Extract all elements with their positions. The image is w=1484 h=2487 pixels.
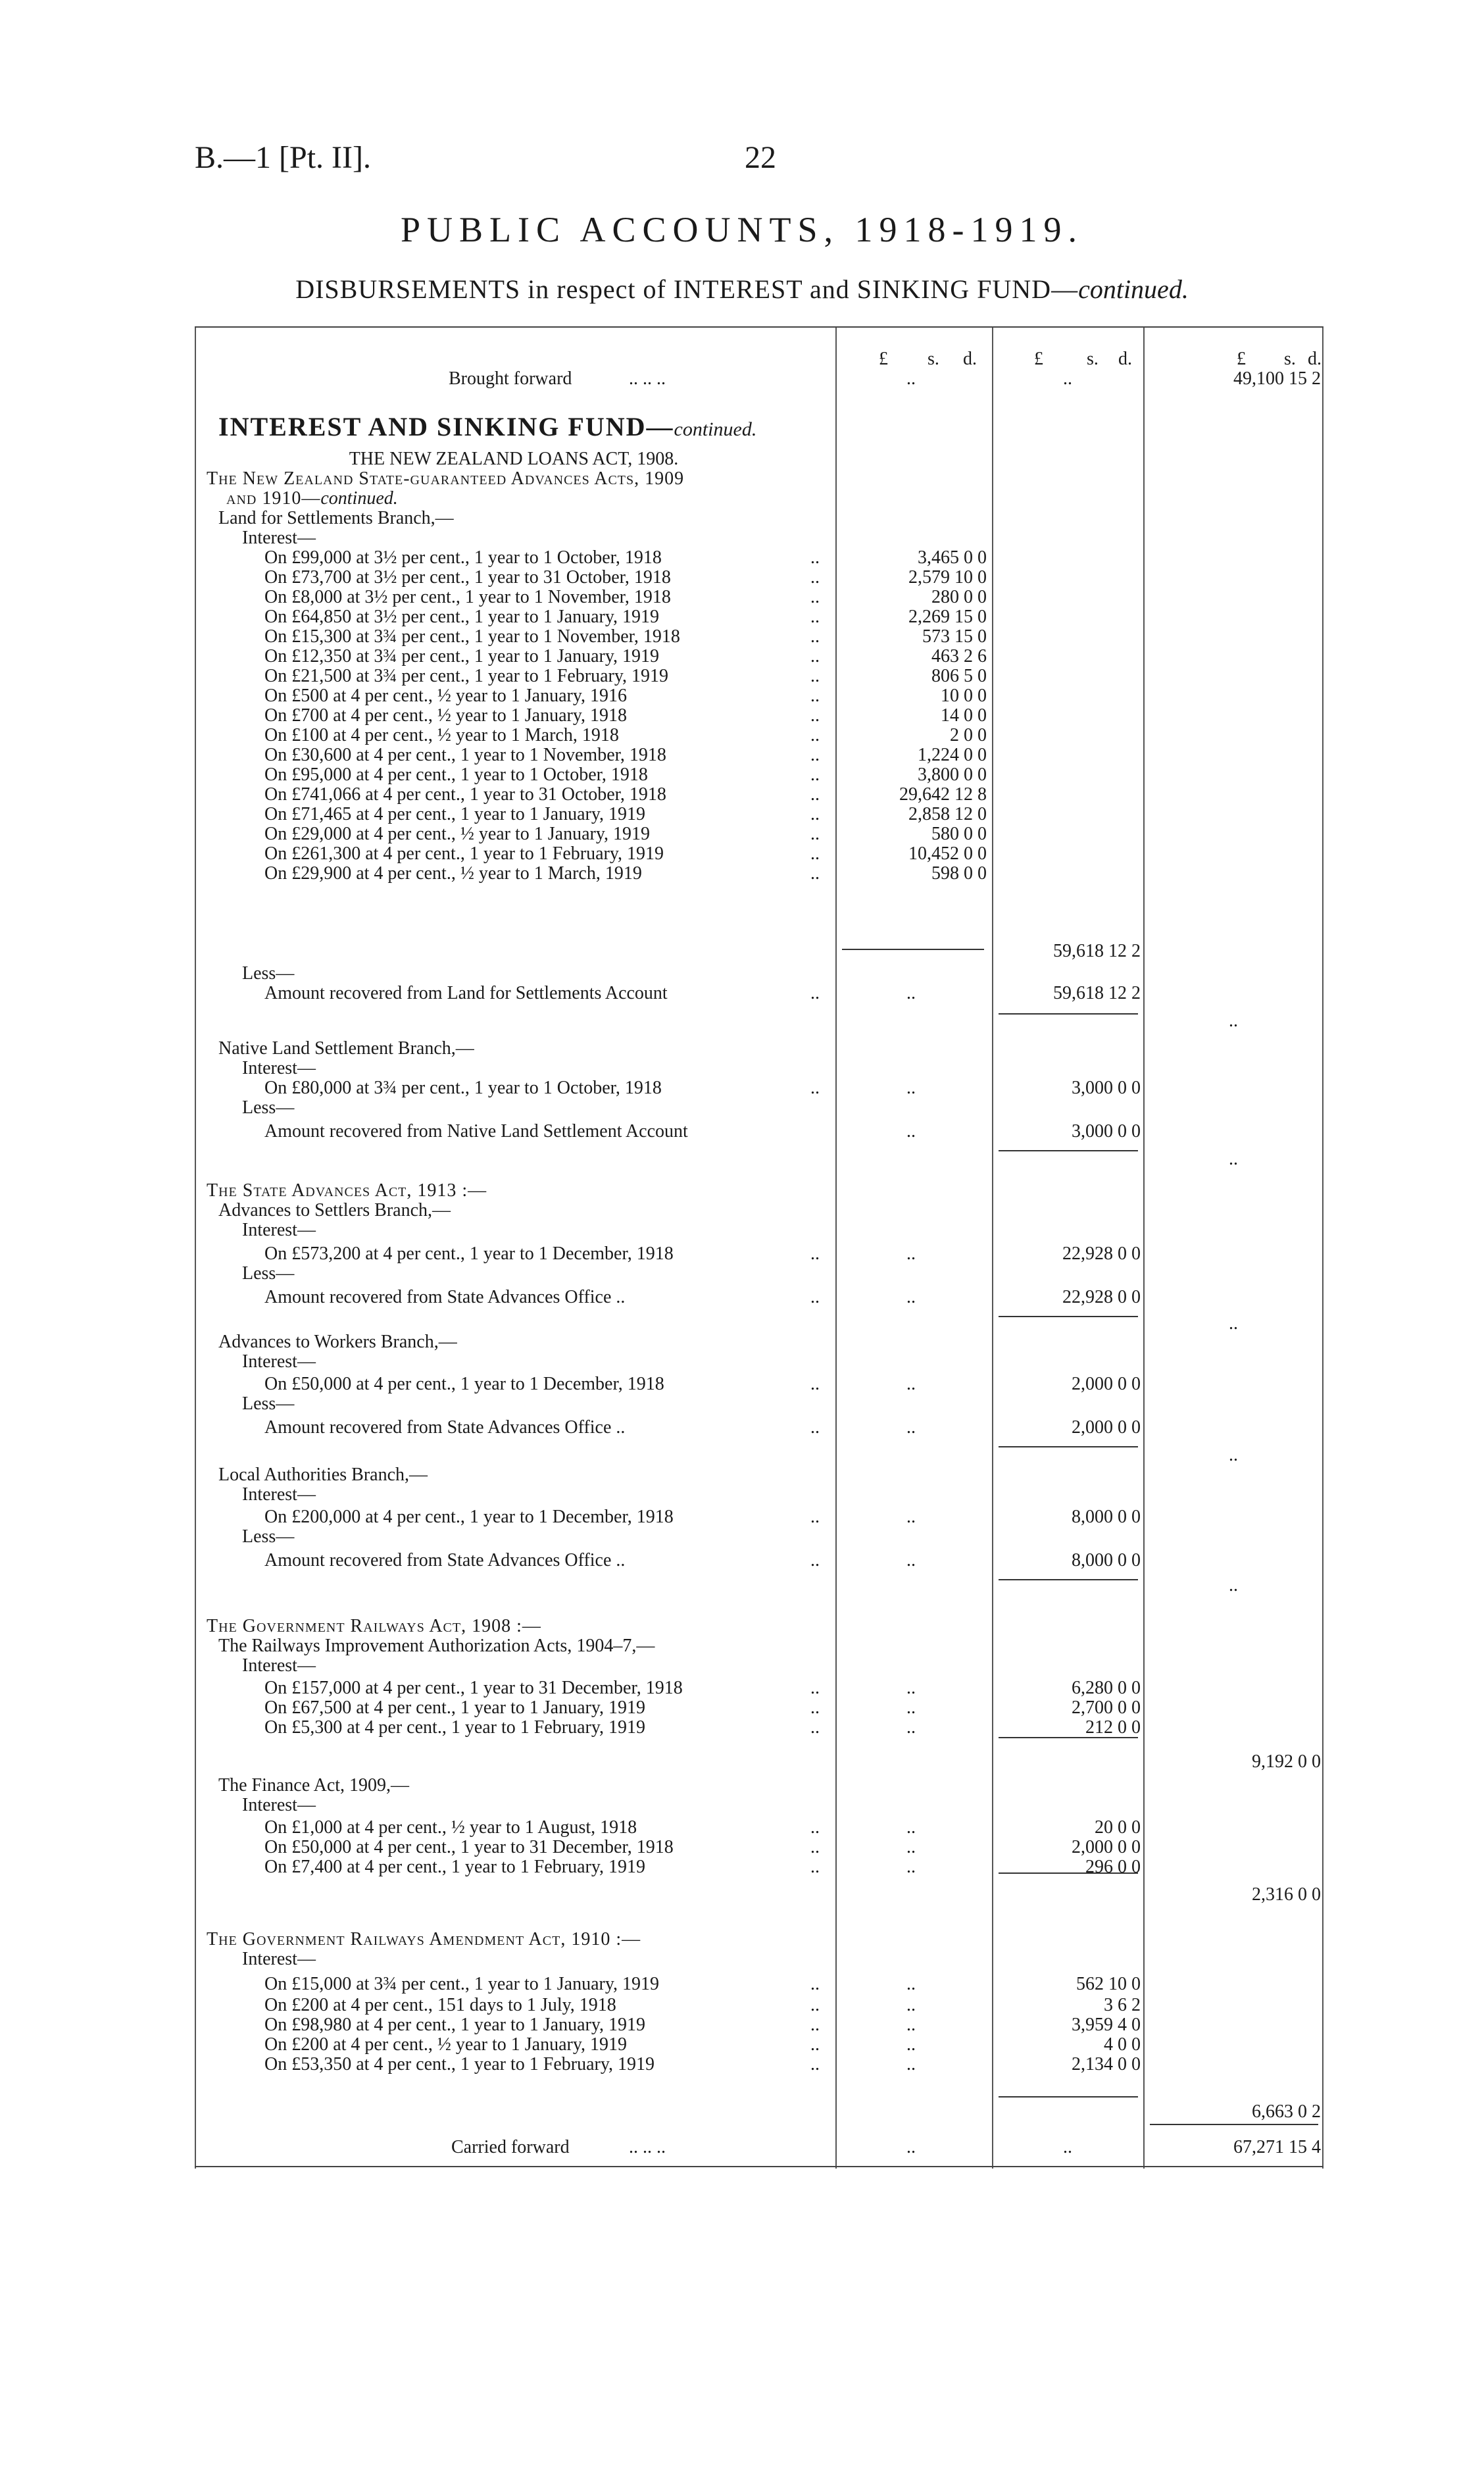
- native-row-col1: ..: [906, 1078, 916, 1098]
- row-dots: ..: [810, 587, 820, 607]
- page-number: 22: [745, 140, 776, 175]
- workers-col3-dots: ..: [1229, 1445, 1238, 1465]
- settlers-recovered-col2: 22,928 0 0: [1062, 1287, 1141, 1307]
- row-description: On £29,000 at 4 per cent., ½ year to 1 January, 1919: [264, 824, 651, 844]
- row-description: On £1,000 at 4 per cent., ½ year to 1 August, 1918: [264, 1817, 637, 1838]
- railways-improvement-title: The Railways Improvement Authorization Acts, 1904–7,—: [218, 1636, 655, 1656]
- row-description: On £95,000 at 4 per cent., 1 year to 1 October, 1918: [264, 765, 648, 785]
- row-dots: ..: [810, 843, 820, 864]
- row-description: On £71,465 at 4 per cent., 1 year to 1 January, 1919: [264, 804, 646, 824]
- col2-shillings: s.: [1087, 349, 1099, 369]
- row-description: On £64,850 at 3½ per cent., 1 year to 1 January, 1919: [264, 607, 660, 627]
- carried-forward-col3: 67,271 15 4: [1233, 2137, 1321, 2157]
- brought-forward-dots: .. .. ..: [629, 368, 666, 389]
- row-description: On £15,300 at 3¾ per cent., 1 year to 1 November, 1918: [264, 626, 680, 647]
- row-amount-col2: 3 6 2: [1104, 1995, 1141, 2015]
- row-dots: ..: [810, 2054, 820, 2074]
- row-dots: ..: [810, 765, 820, 785]
- row-description: On £29,900 at 4 per cent., ½ year to 1 March, 1919: [264, 863, 642, 884]
- row-dots: ..: [810, 2015, 820, 2035]
- col1-shillings: s.: [928, 349, 939, 369]
- row-amount-col2: 2,000 0 0: [1072, 1837, 1141, 1857]
- brought-forward-col1: ..: [906, 368, 916, 389]
- native-recovered-label: Amount recovered from Native Land Settlement Account: [264, 1121, 688, 1142]
- row-amount-col1: ..: [906, 1697, 916, 1718]
- row-amount-col1: ..: [906, 1995, 916, 2015]
- row-description: On £5,300 at 4 per cent., 1 year to 1 February, 1919: [264, 1717, 646, 1738]
- land-recovered-label: Amount recovered from Land for Settlements Account: [264, 983, 668, 1003]
- col3-pounds: £: [1237, 349, 1246, 369]
- native-recovered-rule: [999, 1150, 1138, 1151]
- subtitle-continued: continued.: [1078, 274, 1189, 304]
- row-dots: ..: [810, 686, 820, 706]
- state-act-title: The State Advances Act, 1913 :—: [207, 1180, 487, 1201]
- brought-forward-col3: 49,100 15 2: [1233, 368, 1321, 389]
- row-dots: ..: [810, 607, 820, 627]
- row-dots: ..: [810, 1717, 820, 1738]
- row-amount-col1: 14 0 0: [941, 705, 987, 726]
- row-description: On £50,000 at 4 per cent., 1 year to 31 December, 1918: [264, 1837, 674, 1857]
- row-dots: ..: [810, 1817, 820, 1838]
- row-description: On £741,066 at 4 per cent., 1 year to 31 October, 1918: [264, 784, 666, 805]
- row-amount-col1: ..: [906, 1678, 916, 1698]
- act1-subtitle-2b: continued.: [320, 488, 398, 509]
- document-reference: B.—1 [Pt. II].: [195, 140, 371, 175]
- row-dots: ..: [810, 1974, 820, 1994]
- row-dots: ..: [810, 666, 820, 686]
- brought-forward-label: Brought forward: [449, 368, 572, 389]
- row-amount-col1: 580 0 0: [931, 824, 987, 844]
- row-amount-col1: 2,858 12 0: [908, 804, 987, 824]
- table-left-rule: [195, 326, 196, 2169]
- local-recovered-rule: [999, 1579, 1138, 1580]
- section-continued: continued.: [674, 418, 757, 440]
- row-amount-col1: 1,224 0 0: [918, 745, 987, 765]
- column-rule-2: [992, 326, 993, 2169]
- row-amount-col1: ..: [906, 1974, 916, 1994]
- carried-forward-label: Carried forward: [451, 2137, 570, 2157]
- native-row-dots: ..: [810, 1078, 820, 1098]
- workers-recovered-label: Amount recovered from State Advances Office ..: [264, 1417, 626, 1438]
- land-settlements-interest-label: Interest—: [242, 528, 316, 548]
- row-description: On £67,500 at 4 per cent., 1 year to 1 January, 1919: [264, 1697, 646, 1718]
- col3-pence: d.: [1308, 349, 1322, 369]
- row-description: On £261,300 at 4 per cent., 1 year to 1 February, 1919: [264, 843, 664, 864]
- row-dots: ..: [810, 804, 820, 824]
- table-top-rule: [195, 326, 1323, 328]
- settlers-row-dots: ..: [810, 1244, 820, 1264]
- carried-forward-dots: .. .. ..: [629, 2137, 666, 2157]
- row-amount-col1: 573 15 0: [922, 626, 987, 647]
- local-row-dots: ..: [810, 1507, 820, 1527]
- row-dots: ..: [810, 745, 820, 765]
- row-description: On £700 at 4 per cent., ½ year to 1 January, 1918: [264, 705, 628, 726]
- row-dots: ..: [810, 646, 820, 666]
- settlers-branch: Advances to Settlers Branch,—: [218, 1200, 451, 1220]
- row-description: On £200 at 4 per cent., ½ year to 1 January, 1919: [264, 2034, 628, 2055]
- workers-row-text: On £50,000 at 4 per cent., 1 year to 1 December, 1918: [264, 1374, 664, 1394]
- row-amount-col1: 806 5 0: [931, 666, 987, 686]
- local-branch: Local Authorities Branch,—: [218, 1465, 428, 1485]
- col2-pounds: £: [1034, 349, 1043, 369]
- brought-forward-col2: ..: [1063, 368, 1072, 389]
- settlers-recovered-col1: ..: [906, 1287, 916, 1307]
- page-subtitle: [0, 274, 1484, 305]
- native-less-label: Less—: [242, 1097, 295, 1118]
- native-interest-label: Interest—: [242, 1058, 316, 1078]
- row-dots: ..: [810, 784, 820, 805]
- local-less-label: Less—: [242, 1526, 295, 1547]
- row-amount-col1: ..: [906, 2034, 916, 2055]
- row-amount-col2: 2,134 0 0: [1072, 2054, 1141, 2074]
- land-subtotal: 59,618 12 2: [1053, 941, 1141, 961]
- local-recovered-label: Amount recovered from State Advances Office ..: [264, 1550, 626, 1570]
- act1-subtitle-2: [226, 488, 398, 509]
- land-recovered-col2: 59,618 12 2: [1053, 983, 1141, 1003]
- finance-interest-label: Interest—: [242, 1795, 316, 1815]
- row-dots: ..: [810, 1837, 820, 1857]
- row-description: On £99,000 at 3½ per cent., 1 year to 1 October, 1918: [264, 547, 662, 568]
- workers-recovered-dots: ..: [810, 1417, 820, 1438]
- act1-subtitle-2a: and 1910—: [226, 488, 321, 509]
- row-amount-col1: 10,452 0 0: [908, 843, 987, 864]
- row-amount-col1: 280 0 0: [931, 587, 987, 607]
- row-amount-col1: ..: [906, 1857, 916, 1877]
- workers-row-col2: 2,000 0 0: [1072, 1374, 1141, 1394]
- row-amount-col2: 20 0 0: [1095, 1817, 1141, 1838]
- local-row-col2: 8,000 0 0: [1072, 1507, 1141, 1527]
- local-row-col1: ..: [906, 1507, 916, 1527]
- row-description: On £200 at 4 per cent., 151 days to 1 July, 1918: [264, 1995, 616, 2015]
- page-title: PUBLIC ACCOUNTS, 1918-1919.: [400, 210, 1084, 249]
- row-dots: ..: [810, 1995, 820, 2015]
- amendment-total: 6,663 0 2: [1252, 2101, 1321, 2122]
- row-dots: ..: [810, 2034, 820, 2055]
- finance-total: 2,316 0 0: [1252, 1884, 1321, 1905]
- row-dots: ..: [810, 705, 820, 726]
- section-title: INTEREST AND SINKING FUND—: [218, 412, 674, 441]
- row-amount-col1: 2,579 10 0: [908, 567, 987, 588]
- row-amount-col1: 598 0 0: [931, 863, 987, 884]
- local-interest-label: Interest—: [242, 1484, 316, 1505]
- row-amount-col2: 4 0 0: [1104, 2034, 1141, 2055]
- native-col3-dots: ..: [1229, 1149, 1238, 1169]
- native-row-text: On £80,000 at 3¾ per cent., 1 year to 1 October, 1918: [264, 1078, 662, 1098]
- row-dots: ..: [810, 626, 820, 647]
- row-description: On £53,350 at 4 per cent., 1 year to 1 February, 1919: [264, 2054, 655, 2074]
- row-amount-col1: 29,642 12 8: [899, 784, 987, 805]
- act1-title: THE NEW ZEALAND LOANS ACT, 1908.: [349, 449, 679, 469]
- land-settlements-branch: Land for Settlements Branch,—: [218, 508, 454, 528]
- subtitle-main: DISBURSEMENTS in respect of INTEREST and SINKING FUND—: [295, 274, 1079, 304]
- railways-interest-label: Interest—: [242, 1655, 316, 1676]
- native-branch: Native Land Settlement Branch,—: [218, 1038, 474, 1059]
- row-description: On £12,350 at 3¾ per cent., 1 year to 1 January, 1919: [264, 646, 660, 666]
- row-dots: ..: [810, 1697, 820, 1718]
- land-less-label: Less—: [242, 963, 295, 984]
- row-amount-col1: ..: [906, 2054, 916, 2074]
- workers-recovered-col2: 2,000 0 0: [1072, 1417, 1141, 1438]
- row-description: On £157,000 at 4 per cent., 1 year to 31 December, 1918: [264, 1678, 683, 1698]
- row-amount-col1: 3,800 0 0: [918, 765, 987, 785]
- row-description: On £100 at 4 per cent., ½ year to 1 March, 1918: [264, 725, 619, 745]
- settlers-recovered-rule: [999, 1316, 1138, 1317]
- railways-act-title: The Government Railways Act, 1908 :—: [207, 1616, 541, 1636]
- railways-total: 9,192 0 0: [1252, 1751, 1321, 1772]
- row-amount-col1: 3,465 0 0: [918, 547, 987, 568]
- col1-pounds: £: [879, 349, 888, 369]
- workers-interest-label: Interest—: [242, 1351, 316, 1372]
- workers-recovered-rule: [999, 1446, 1138, 1447]
- col3-shillings: s.: [1284, 349, 1296, 369]
- section-heading: [218, 411, 756, 443]
- row-dots: ..: [810, 824, 820, 844]
- native-row-col2: 3,000 0 0: [1072, 1078, 1141, 1098]
- local-row-text: On £200,000 at 4 per cent., 1 year to 1 December, 1918: [264, 1507, 674, 1527]
- finance-act-title: The Finance Act, 1909,—: [218, 1775, 410, 1796]
- land-recovered-col1: ..: [906, 983, 916, 1003]
- local-recovered-col2: 8,000 0 0: [1072, 1550, 1141, 1570]
- row-description: On £73,700 at 3½ per cent., 1 year to 31 October, 1918: [264, 567, 671, 588]
- row-description: On £8,000 at 3½ per cent., 1 year to 1 November, 1918: [264, 587, 671, 607]
- land-subtotal-rule: [842, 949, 984, 950]
- railways-total-rule: [999, 1737, 1138, 1738]
- row-amount-col1: 2,269 15 0: [908, 607, 987, 627]
- row-dots: ..: [810, 863, 820, 884]
- row-dots: ..: [810, 1857, 820, 1877]
- row-amount-col1: 463 2 6: [931, 646, 987, 666]
- amendment-act-title: The Government Railways Amendment Act, 1910 :—: [207, 1929, 641, 1949]
- land-recovered-dots: ..: [810, 983, 820, 1003]
- native-recovered-col2: 3,000 0 0: [1072, 1121, 1141, 1142]
- land-recovered-rule: [999, 1013, 1138, 1015]
- settlers-recovered-label: Amount recovered from State Advances Office ..: [264, 1287, 626, 1307]
- row-description: On £500 at 4 per cent., ½ year to 1 January, 1916: [264, 686, 628, 706]
- land-col3-dots: ..: [1229, 1011, 1238, 1031]
- row-dots: ..: [810, 567, 820, 588]
- row-amount-col1: ..: [906, 1837, 916, 1857]
- settlers-row-col2: 22,928 0 0: [1062, 1244, 1141, 1264]
- act1-subtitle-1: The New Zealand State-guaranteed Advances Acts, 1909: [207, 468, 685, 489]
- workers-recovered-col1: ..: [906, 1417, 916, 1438]
- workers-less-label: Less—: [242, 1394, 295, 1414]
- finance-total-rule: [999, 1872, 1138, 1874]
- local-recovered-col1: ..: [906, 1550, 916, 1570]
- row-amount-col2: 296 0 0: [1085, 1857, 1141, 1877]
- settlers-col3-dots: ..: [1229, 1313, 1238, 1334]
- row-amount-col2: 6,280 0 0: [1072, 1678, 1141, 1698]
- carried-forward-col1: ..: [906, 2137, 916, 2157]
- row-amount-col1: 10 0 0: [941, 686, 987, 706]
- row-description: On £98,980 at 4 per cent., 1 year to 1 January, 1919: [264, 2015, 646, 2035]
- amendment-interest-label: Interest—: [242, 1949, 316, 1969]
- col2-pence: d.: [1118, 349, 1132, 369]
- row-description: On £30,600 at 4 per cent., 1 year to 1 November, 1918: [264, 745, 666, 765]
- row-dots: ..: [810, 1678, 820, 1698]
- settlers-row-text: On £573,200 at 4 per cent., 1 year to 1 December, 1918: [264, 1244, 674, 1264]
- amendment-total-rule: [999, 2096, 1138, 2098]
- row-amount-col1: ..: [906, 2015, 916, 2035]
- carried-forward-col2: ..: [1063, 2137, 1072, 2157]
- table-bottom-rule: [195, 2166, 1323, 2167]
- row-description: On £15,000 at 3¾ per cent., 1 year to 1 January, 1919: [264, 1974, 660, 1994]
- settlers-row-col1: ..: [906, 1244, 916, 1264]
- row-amount-col1: ..: [906, 1817, 916, 1838]
- row-description: On £7,400 at 4 per cent., 1 year to 1 February, 1919: [264, 1857, 646, 1877]
- settlers-less-label: Less—: [242, 1263, 295, 1284]
- native-recovered-col1: ..: [906, 1121, 916, 1142]
- row-amount-col1: 2 0 0: [950, 725, 987, 745]
- row-amount-col1: ..: [906, 1717, 916, 1738]
- carried-forward-rule: [1150, 2124, 1318, 2125]
- row-description: On £21,500 at 3¾ per cent., 1 year to 1 February, 1919: [264, 666, 669, 686]
- row-amount-col2: 562 10 0: [1076, 1974, 1141, 1994]
- workers-branch: Advances to Workers Branch,—: [218, 1332, 457, 1352]
- row-dots: ..: [810, 725, 820, 745]
- local-col3-dots: ..: [1229, 1575, 1238, 1595]
- row-amount-col2: 3,959 4 0: [1072, 2015, 1141, 2035]
- settlers-recovered-dots: ..: [810, 1287, 820, 1307]
- settlers-interest-label: Interest—: [242, 1220, 316, 1240]
- workers-row-col1: ..: [906, 1374, 916, 1394]
- local-recovered-dots: ..: [810, 1550, 820, 1570]
- col1-pence: d.: [963, 349, 977, 369]
- row-amount-col2: 2,700 0 0: [1072, 1697, 1141, 1718]
- row-dots: ..: [810, 547, 820, 568]
- table-right-rule: [1322, 326, 1323, 2169]
- workers-row-dots: ..: [810, 1374, 820, 1394]
- disbursements-table: [195, 326, 1323, 2169]
- row-amount-col2: 212 0 0: [1085, 1717, 1141, 1738]
- column-rule-3: [1143, 326, 1145, 2169]
